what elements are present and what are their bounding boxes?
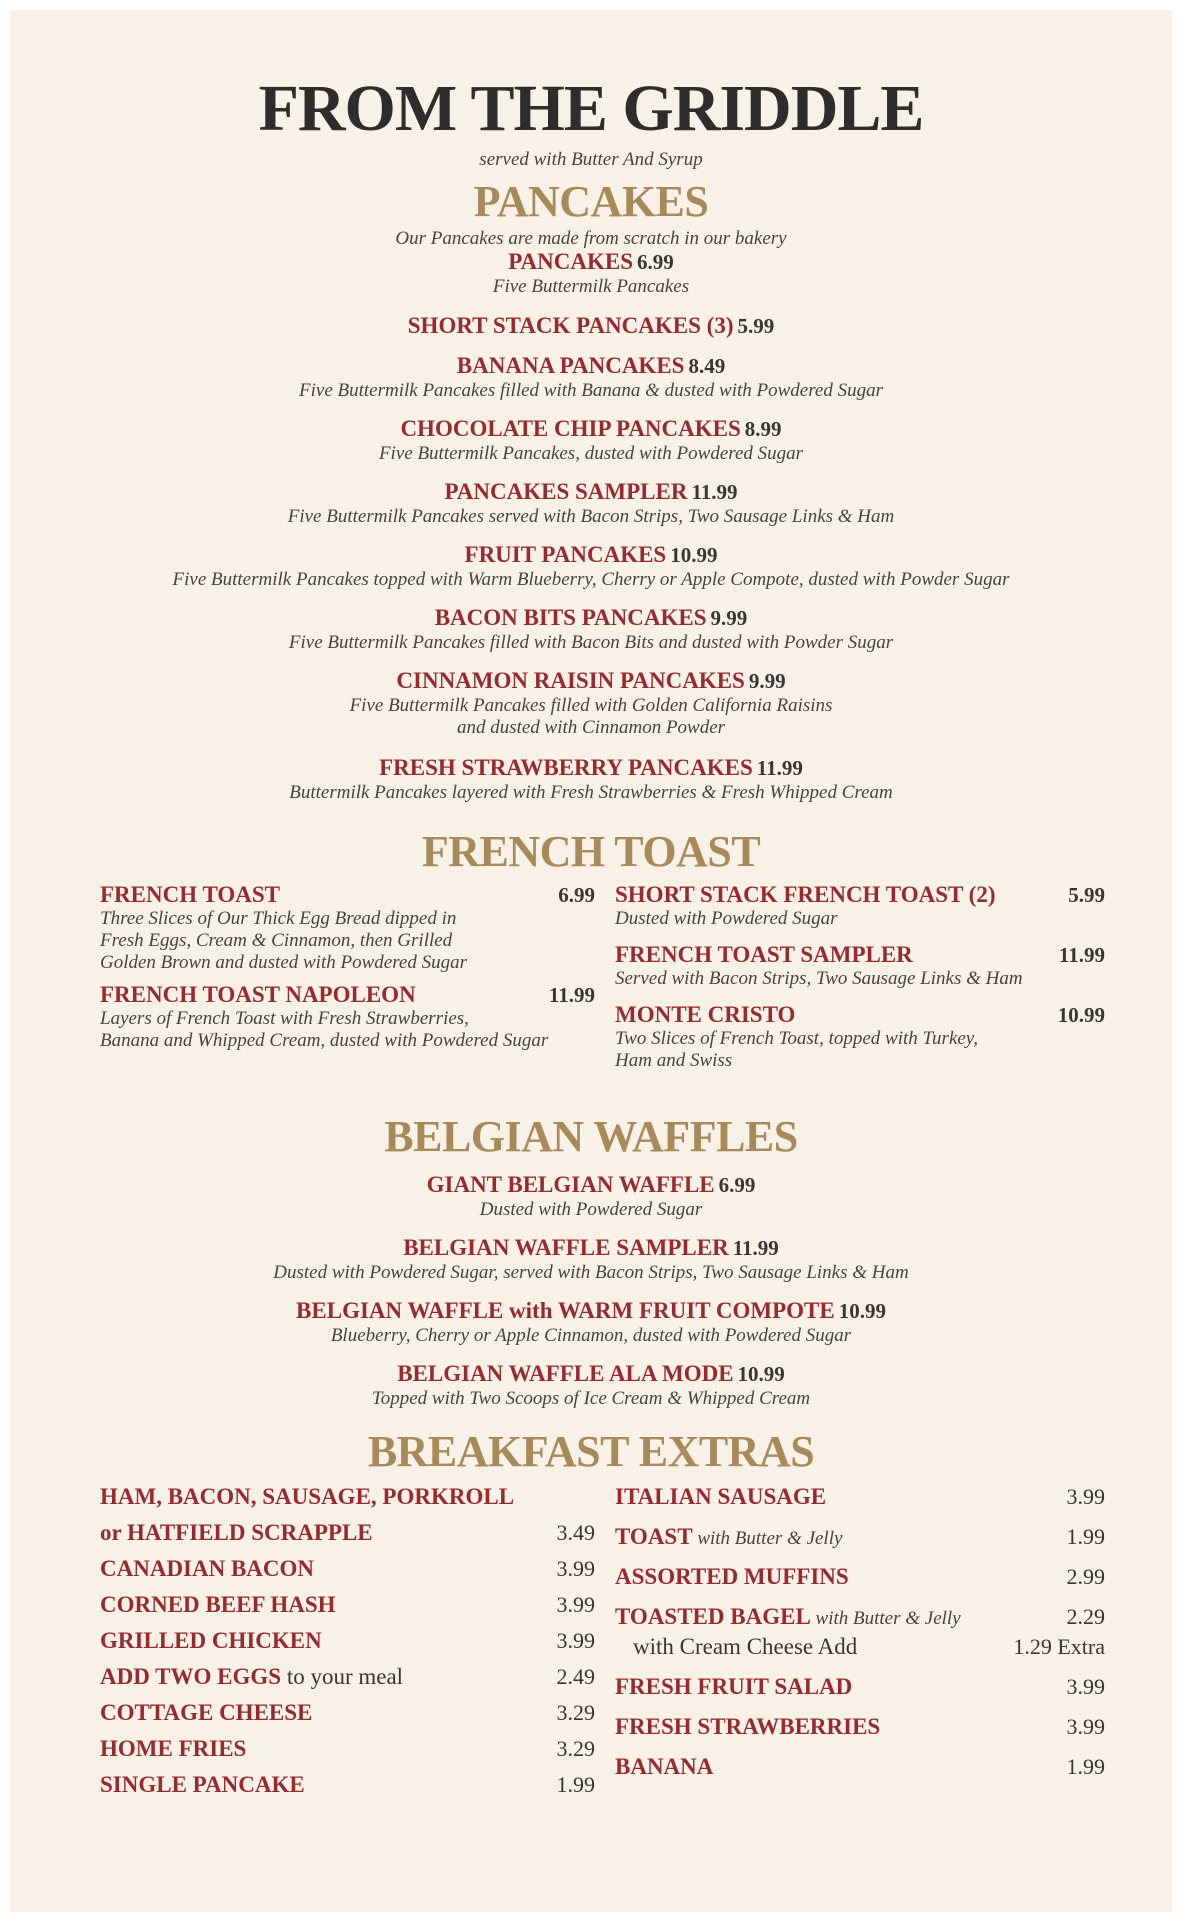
item-name: FRESH STRAWBERRIES [615, 1714, 881, 1739]
list-item [615, 1602, 1105, 1632]
item-price: 6.99 [558, 883, 595, 907]
item-description: Five Buttermilk Pancakes, dusted with Powdered Sugar [378, 443, 804, 464]
list-item [100, 1734, 595, 1764]
list-item [100, 1626, 595, 1656]
section-title-belgian-waffles: BELGIAN WAFFLES [384, 1112, 798, 1161]
item-name-suffix: to your meal [281, 1664, 404, 1689]
item-name: ITALIAN SAUSAGE [615, 1484, 827, 1509]
item-description: Golden Brown and dusted with Powdered Sugar [100, 952, 467, 973]
item-price: 6.99 [718, 1173, 756, 1197]
list-item [615, 1482, 1105, 1512]
item-name: ASSORTED MUFFINS [615, 1564, 849, 1589]
item-name: BANANA [615, 1754, 714, 1779]
list-item [100, 1482, 595, 1512]
item-price: 3.99 [556, 1628, 595, 1653]
item-price: 2.49 [556, 1664, 595, 1689]
item-name: TOASTED BAGEL [615, 1604, 811, 1629]
item-description: Buttermilk Pancakes layered with Fresh Strawberries & Fresh Whipped Cream [289, 782, 893, 803]
menu-item-title [10, 755, 1172, 784]
item-description: Five Buttermilk Pancakes served with Bacon Strips, Two Sausage Links & Ham [287, 506, 895, 527]
item-name: HAM, BACON, SAUSAGE, PORKROLL [100, 1484, 515, 1509]
item-price: 1.99 [1066, 1524, 1105, 1549]
menu-item-title [10, 1298, 1172, 1327]
item-name: ADD TWO EGGS [100, 1664, 282, 1689]
list-item [100, 1554, 595, 1584]
item-description: Five Buttermilk Pancakes [492, 276, 690, 297]
item-description: Dusted with Powdered Sugar [615, 908, 838, 929]
item-price: 3.99 [1066, 1484, 1105, 1509]
item-name: PANCAKES [508, 249, 634, 274]
list-item [615, 1672, 1105, 1702]
item-name: SHORT STACK PANCAKES (3) [407, 313, 734, 338]
item-price: 3.99 [1066, 1714, 1105, 1739]
section-title-pancakes: PANCAKES [473, 177, 709, 226]
item-name: FRUIT PANCAKES [464, 542, 667, 567]
item-name: GIANT BELGIAN WAFFLE [426, 1172, 715, 1197]
item-price: 9.99 [710, 606, 748, 630]
item-price: 10.99 [670, 543, 718, 567]
item-price: 3.29 [556, 1700, 595, 1725]
item-description: Three Slices of Our Thick Egg Bread dipped in [100, 908, 457, 929]
item-name: or HATFIELD SCRAPPLE [100, 1520, 373, 1545]
item-description: Ham and Swiss [615, 1050, 733, 1071]
item-price: 2.99 [1066, 1564, 1105, 1589]
item-name: GRILLED CHICKEN [100, 1628, 322, 1653]
item-name: CANADIAN BACON [100, 1556, 315, 1581]
item-price: 9.99 [748, 669, 786, 693]
item-description: Fresh Eggs, Cream & Cinnamon, then Grilled [100, 930, 453, 951]
menu-item-title [10, 1172, 1172, 1201]
item-name: FRESH FRUIT SALAD [615, 1674, 853, 1699]
item-price: 2.29 [1066, 1604, 1105, 1629]
item-description: Blueberry, Cherry or Apple Cinnamon, dusted with Powdered Sugar [330, 1325, 852, 1346]
menu-item-title [10, 668, 1172, 697]
item-price: 3.29 [556, 1736, 595, 1761]
item-price: 5.99 [1068, 883, 1105, 907]
list-item [615, 1522, 1105, 1552]
item-price: 11.99 [691, 480, 738, 504]
item-name-suffix: with Butter & Jelly [692, 1528, 843, 1549]
item-name: COTTAGE CHEESE [100, 1700, 313, 1725]
menu-item-title [615, 942, 1105, 968]
item-name: PANCAKES SAMPLER [444, 479, 688, 504]
item-name: MONTE CRISTO [615, 1002, 796, 1027]
item-price: 8.99 [744, 417, 782, 441]
item-name: SHORT STACK FRENCH TOAST (2) [615, 882, 996, 907]
item-description: Topped with Two Scoops of Ice Cream & Whipped Cream [371, 1388, 811, 1409]
item-description: Five Buttermilk Pancakes topped with Warm Blueberry, Cherry or Apple Compote, dusted with Powder Sugar [172, 569, 1010, 590]
page-title: FROM THE GRIDDLE [258, 72, 924, 145]
menu-item-title [10, 605, 1172, 634]
item-price: 10.99 [737, 1362, 785, 1386]
item-description: Banana and Whipped Cream, dusted with Powdered Sugar [100, 1030, 549, 1051]
item-price: 11.99 [1058, 943, 1105, 967]
item-description: Two Slices of French Toast, topped with Turkey, [615, 1028, 978, 1049]
extras-right-column [615, 1482, 1105, 1782]
menu-item-title [10, 249, 1172, 278]
item-price: 10.99 [1057, 1003, 1105, 1027]
list-item [100, 1662, 595, 1692]
menu-item-title [615, 882, 1105, 908]
item-name: CORNED BEEF HASH [100, 1592, 336, 1617]
item-price: 10.99 [838, 1299, 886, 1323]
item-price: 11.99 [732, 1236, 779, 1260]
french-toast-right-column [615, 882, 1105, 1072]
item-name-suffix: with Butter & Jelly [810, 1608, 961, 1629]
page-subtitle: served with Butter And Syrup [479, 149, 703, 170]
item-description: Served with Bacon Strips, Two Sausage Links & Ham [615, 968, 1023, 989]
item-description: Five Buttermilk Pancakes filled with Golden California Raisins [349, 695, 833, 716]
list-item [100, 1698, 595, 1728]
section-title-breakfast-extras: BREAKFAST EXTRAS [367, 1427, 815, 1476]
item-name: FRENCH TOAST [100, 882, 281, 907]
extras-left-column [100, 1482, 595, 1800]
list-item [615, 1752, 1105, 1782]
item-price: 3.99 [1066, 1674, 1105, 1699]
french-toast-left-column [100, 882, 595, 1052]
item-name: BELGIAN WAFFLE ALA MODE [397, 1361, 734, 1386]
section-subtitle-pancakes: Our Pancakes are made from scratch in our bakery [395, 228, 787, 249]
item-price: 3.99 [556, 1592, 595, 1617]
item-price: 1.99 [1066, 1754, 1105, 1779]
item-name: BELGIAN WAFFLE SAMPLER [403, 1235, 729, 1260]
item-name: HOME FRIES [100, 1736, 247, 1761]
list-item [100, 1590, 595, 1620]
item-description: Dusted with Powdered Sugar, served with Bacon Strips, Two Sausage Links & Ham [273, 1262, 909, 1283]
menu-item-title [10, 542, 1172, 571]
list-item [615, 1712, 1105, 1742]
menu-item-title [10, 313, 1172, 342]
section-title-french-toast: FRENCH TOAST [421, 827, 761, 876]
item-name: CHOCOLATE CHIP PANCAKES [400, 416, 741, 441]
item-price: 3.99 [556, 1556, 595, 1581]
item-name: BELGIAN WAFFLE with WARM FRUIT COMPOTE [296, 1298, 835, 1323]
item-name: FRENCH TOAST NAPOLEON [100, 982, 416, 1007]
menu-item-title [10, 353, 1172, 382]
menu-item-title [100, 982, 595, 1008]
item-price: 5.99 [737, 314, 775, 338]
item-name: CINNAMON RAISIN PANCAKES [396, 668, 745, 693]
menu-item-title [10, 1361, 1172, 1390]
item-price: 3.49 [556, 1520, 595, 1545]
item-description: and dusted with Cinnamon Powder [456, 717, 726, 738]
list-item [615, 1632, 1105, 1662]
list-item [615, 1562, 1105, 1592]
menu-item-title [10, 1235, 1172, 1264]
item-price: 8.49 [688, 354, 726, 378]
item-description: Layers of French Toast with Fresh Strawberries, [100, 1008, 469, 1029]
item-name: FRENCH TOAST SAMPLER [615, 942, 913, 967]
item-name: BACON BITS PANCAKES [434, 605, 707, 630]
menu-page [10, 10, 1172, 1912]
item-name: SINGLE PANCAKE [100, 1772, 305, 1797]
item-price: 11.99 [548, 983, 595, 1007]
menu-item-title [100, 882, 595, 908]
item-price: 1.99 [556, 1772, 595, 1797]
menu-item-title [10, 479, 1172, 508]
item-name: BANANA PANCAKES [456, 353, 685, 378]
menu-item-title [10, 416, 1172, 445]
list-item [100, 1518, 595, 1548]
menu-item-title [615, 1002, 1105, 1028]
item-name: with Cream Cheese Add [633, 1634, 858, 1659]
item-price: 1.29 Extra [1013, 1634, 1105, 1659]
item-name: FRESH STRAWBERRY PANCAKES [379, 755, 753, 780]
item-description: Five Buttermilk Pancakes filled with Banana & dusted with Powdered Sugar [299, 380, 883, 401]
item-description: Dusted with Powdered Sugar [479, 1199, 703, 1220]
item-name: TOAST [615, 1524, 693, 1549]
list-item [100, 1770, 595, 1800]
item-price: 11.99 [756, 756, 803, 780]
item-description: Five Buttermilk Pancakes filled with Bacon Bits and dusted with Powder Sugar [288, 632, 894, 653]
item-price: 6.99 [637, 250, 674, 274]
